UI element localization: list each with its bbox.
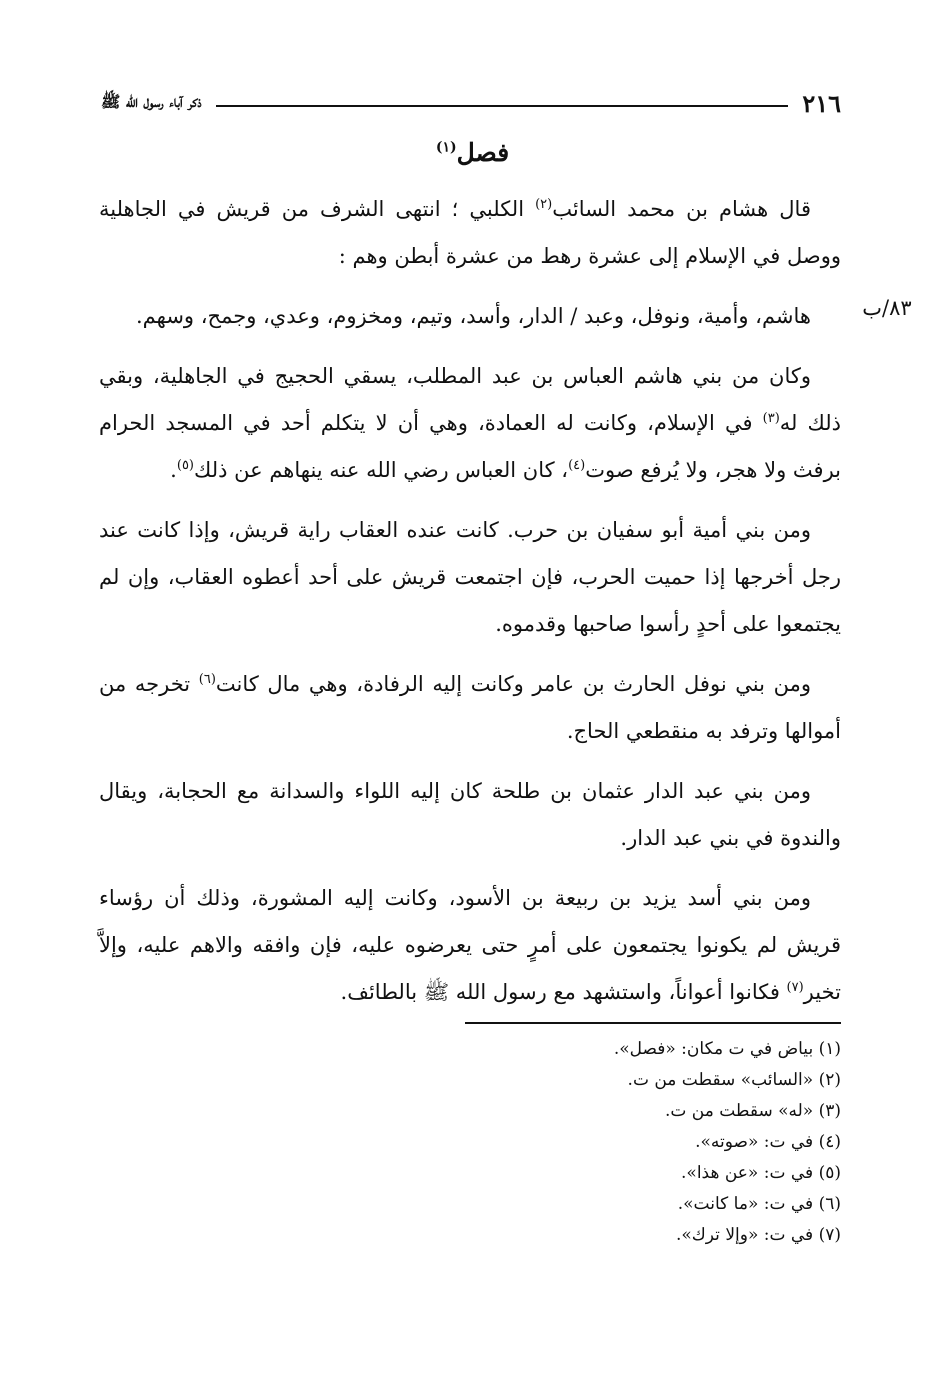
paragraph-text: تخرجه من أموالها وترفد به منقطعي الحاج. [99,672,841,743]
footnote: (٧) في ت: «وإلا ترك». [675,1225,841,1245]
footnote-reference: (٤) [568,458,586,473]
paragraph-text: فكانوا أعواناً، واستشهد مع رسول الله ﷺ بالطائف. [340,980,787,1004]
footnote-reference: (٥) [176,458,194,473]
paragraph-text: ومن بني أمية أبو سفيان بن حرب. كانت عنده العقاب راية قريش، وإذا كانت عند رجل أخرجها إذا حميت الحرب، فإن اجتمعت قريش على أحد أعطوه العقاب، وإن لم يجتمعوا على أحدٍ رأسوا صاحبها وقدموه. [99,518,841,636]
section-heading [0,138,945,167]
paragraph [99,186,841,280]
footnote-reference: (٦) [198,672,216,687]
paragraph [99,875,841,1016]
paragraph-text: ومن بني عبد الدار عثمان بن طلحة كان إليه اللواء والسدانة مع الحجابة، ويقال والندوة في بني عبد الدار. [99,779,841,850]
paragraph-text: ومن بني نوفل الحارث بن عامر وكانت إليه الرفادة، وهي مال كانت [215,672,812,696]
footnote-reference: (٢) [535,197,553,212]
footnote: (٢) «السائب» سقطت من ت. [627,1070,841,1090]
paragraph-text: في الإسلام، وكانت له العمادة، وهي أن لا يتكلم أحد في المسجد الحرام برفث ولا هجر، ولا يُرفع صوت [99,411,841,482]
footnote: (٥) في ت: «عن هذا». [681,1163,841,1183]
paragraph-text: الكلبي ؛ انتهى الشرف من قريش في الجاهلية ووصل في الإسلام إلى عشرة رهط من عشرة أبطن وهم : [99,197,841,268]
section-heading-text: فصل [456,138,510,167]
paragraph-text: هاشم، وأمية، ونوفل، وعبد / الدار، وأسد، وتيم، ومخزوم، وعدي، وجمح، وسهم. [136,304,811,328]
running-header [101,86,841,120]
paragraph [99,768,841,862]
header-rule [216,105,789,107]
body-text [99,186,841,1029]
footnote: (٤) في ت: «صوته». [695,1132,841,1152]
paragraph [99,661,841,755]
paragraph-text: وكان من بني هاشم العباس بن عبد المطلب، يسقي الحجيج في الجاهلية، وبقي ذلك له [99,364,842,435]
running-title: ذكر آباء رسول الله ﷺ [101,91,202,111]
footnote: (١) بياض في ت مكان: «فصل». [613,1039,841,1059]
footnote: (٣) «له» سقطت من ت. [664,1101,841,1121]
paragraph [99,353,841,494]
footnote-reference: (١) [435,139,457,156]
manuscript-folio-marker: ٨٣/ب [862,296,912,320]
paragraph [99,293,841,340]
paragraph-text: ، كان العباس رضي الله عنه ينهاهم عن ذلك [194,458,569,482]
footnote-reference: (٣) [762,411,780,426]
footnote-divider [465,1022,841,1024]
footnotes-list [101,1034,841,1251]
paragraph-text: . [170,458,177,482]
paragraph-text: قال هشام بن محمد السائب [552,197,811,221]
footnote-reference: (٧) [786,980,804,995]
page-number: ٢١٦ [802,88,841,118]
footnote: (٦) في ت: «ما كانت». [677,1194,841,1214]
paragraph [99,507,841,648]
paragraph-text: ومن بني أسد يزيد بن ربيعة بن الأسود، وكانت إليه المشورة، وذلك أن رؤساء قريش لم يكونوا يجتمعون على أمرٍ حتى يعرضوه عليه، فإن وافقه والاهم عليه، وإلاَّ تخير [99,886,841,1004]
